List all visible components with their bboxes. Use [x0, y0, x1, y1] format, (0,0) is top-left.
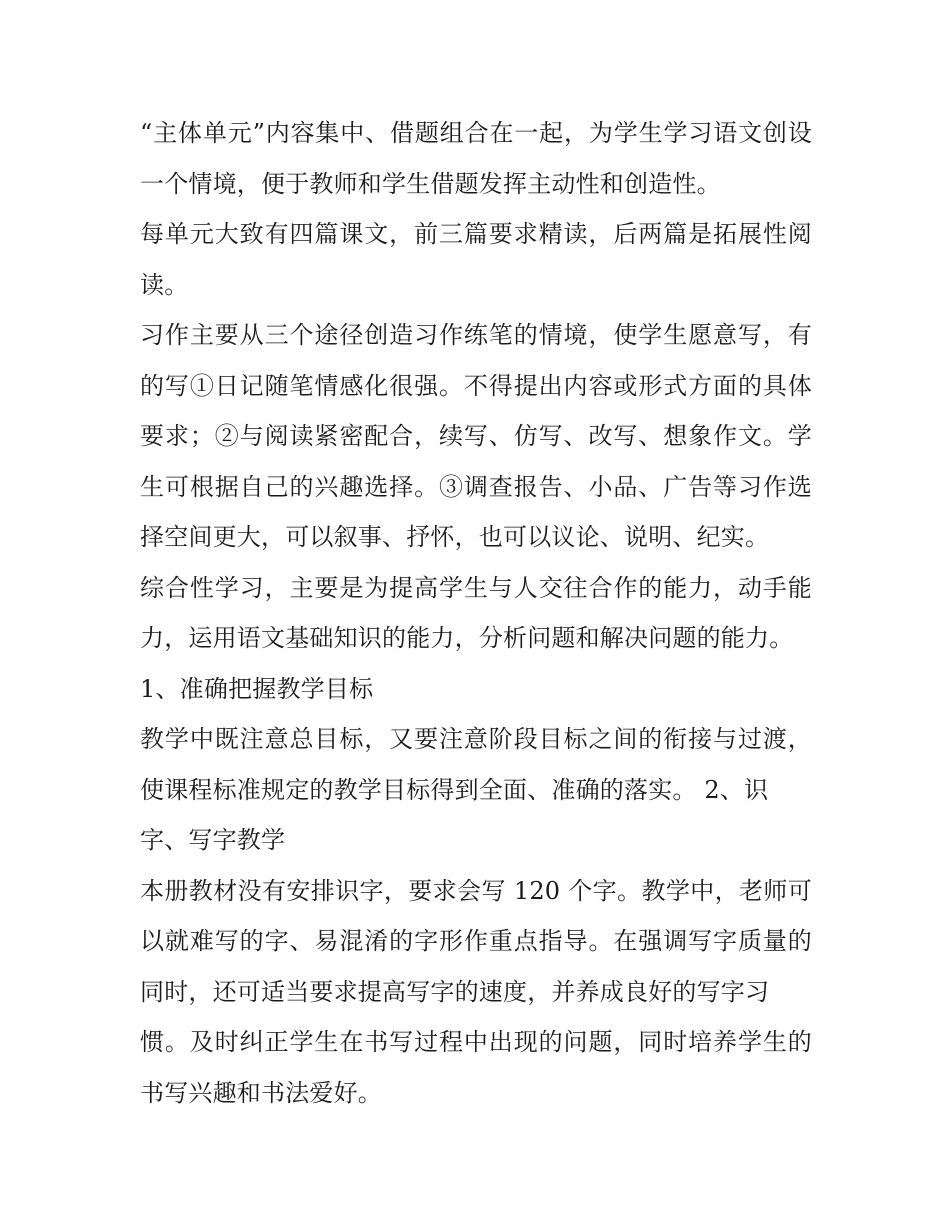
section-heading: 1、准确把握教学目标: [140, 674, 374, 703]
text-line: 教学中既注意总目标，又要注意阶段目标之间的衔接与过渡，: [140, 725, 812, 753]
text-line: 生可根据自己的兴趣选择。③调查报告、小品、广告等习作选: [140, 472, 812, 501]
text-line: “主体单元”内容集中、借题组合在一起，为学生学习语文创设: [140, 119, 812, 147]
text-line: 同时，还可适当要求提高写字的速度，并养成良好的写字习: [140, 977, 770, 1006]
text-line: 字、写字教学: [140, 826, 286, 854]
text-line: 择空间更大，可以叙事、抒怀，也可以议论、说明、纪实。: [140, 523, 770, 551]
text-line: 每单元大致有四篇课文，前三篇要求精读，后两篇是拓展性阅: [140, 220, 812, 248]
text-line: 使课程标准规定的教学目标得到全面、准确的落实。 2、识: [140, 775, 769, 804]
text-line: 的写①日记随笔情感化很强。不得提出内容或形式方面的具体: [140, 371, 812, 400]
text-line: 惯。及时纠正学生在书写过程中出现的问题，同时培养学生的: [140, 1028, 812, 1056]
text-line: 力，运用语文基础知识的能力，分析问题和解决问题的能力。: [140, 624, 794, 652]
document-body: [140, 108, 812, 1118]
text-line: 本册教材没有安排识字，要求会写 120 个字。教学中，老师可: [140, 876, 812, 905]
text-line: 综合性学习，主要是为提高学生与人交往合作的能力，动手能: [140, 573, 812, 602]
text-line: 读。: [140, 270, 189, 299]
text-line: 以就难写的字、易混淆的字形作重点指导。在强调写字质量的: [140, 927, 812, 955]
text-line: 书写兴趣和书法爱好。: [140, 1078, 382, 1107]
text-line: 习作主要从三个途径创造习作练笔的情境，使学生愿意写，有: [140, 321, 812, 349]
text-line: 一个情境，便于教师和学生借题发挥主动性和创造性。: [140, 169, 721, 198]
text-line: 要求；②与阅读紧密配合，续写、仿写、改写、想象作文。学: [140, 422, 812, 450]
